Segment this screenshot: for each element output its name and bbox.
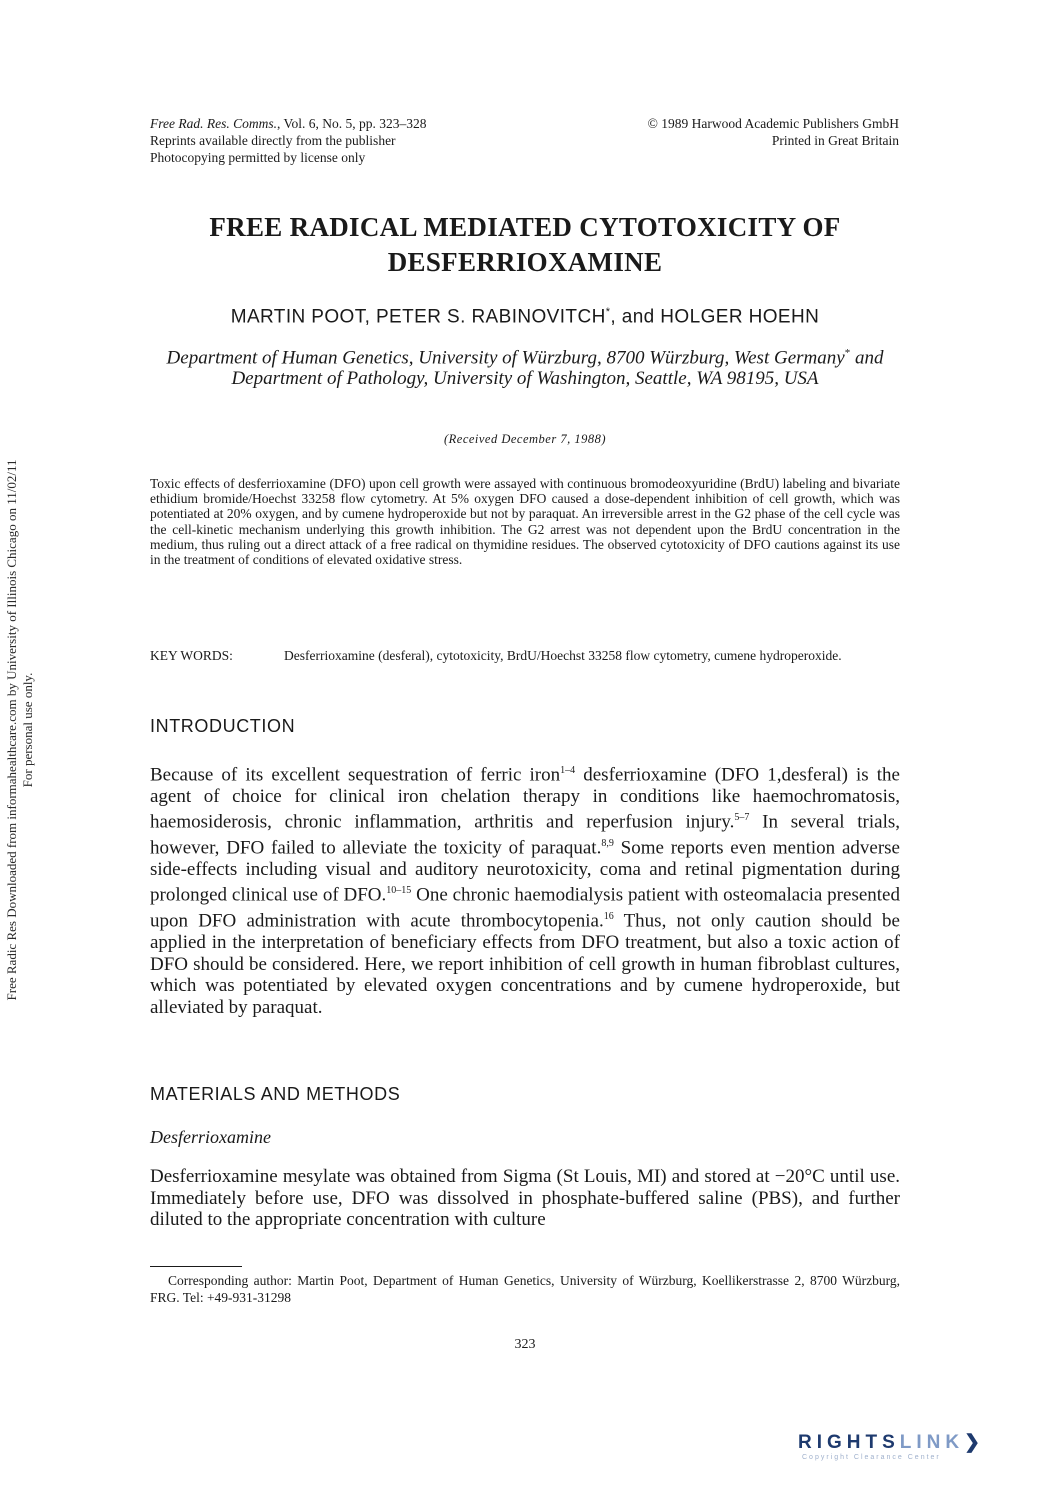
intro-text-2: desferrioxamine (DFO 1,desferal) is the agent of choice for clinical iron chelation therapy in conditions like haemochromatosis, haemosiderosis, chronic inflammation, arthritis and reperfusion injury. bbox=[150, 764, 900, 833]
page-number: 323 bbox=[514, 1337, 536, 1352]
volume-pages: , Vol. 6, No. 5, pp. 323–328 bbox=[276, 116, 427, 131]
rightslink-logo bbox=[798, 1431, 1030, 1467]
logo-tagline: Copyright Clearance Center bbox=[802, 1454, 941, 1461]
affiliation-part-a: Department of Human Genetics, University of Würzburg, 8700 Würzburg, West Germany bbox=[166, 347, 845, 369]
running-header-right bbox=[560, 115, 899, 149]
author-affiliation-mark: * bbox=[605, 306, 611, 318]
ref-superscript: 1–4 bbox=[560, 765, 576, 776]
title-line-1: FREE RADICAL MEDIATED CYTOTOXICITY OF bbox=[209, 212, 841, 242]
footnote-rule bbox=[150, 1266, 242, 1267]
affiliation-mark: * bbox=[844, 347, 851, 359]
ref-superscript: 16 bbox=[603, 911, 614, 923]
intro-text-4: Some reports even mention adverse side-effects including visual and auditory neurotoxicity, coma and retinal pigmentation during prolonged clinical use of DFO. bbox=[150, 837, 900, 906]
authors-part-a: MARTIN POOT, PETER S. RABINOVITCH bbox=[230, 306, 606, 328]
affiliation-part-b: and Department of Pathology, University of Washington, Seattle, WA 98195, USA bbox=[231, 347, 884, 390]
article-title bbox=[100, 210, 950, 280]
ref-superscript: 5–7 bbox=[734, 812, 750, 824]
ref-superscript: 8,9 bbox=[601, 838, 614, 850]
intro-text-1: Because of its excellent sequestration of ferric iron bbox=[150, 764, 561, 786]
download-watermark bbox=[4, 380, 36, 1080]
logo-part-link: LINK bbox=[899, 1432, 965, 1453]
logo-part-rights: RIGHTS bbox=[798, 1432, 900, 1453]
intro-text-6: Thus, not only caution should be applied in the interpretation of beneficiary effects from DFO treatment, but also a toxic action of DFO should be considered. Here, we report inhibition of cell growth in human fibroblast cultures, which was potentiated by elevated oxygen concentrations and by cumene hydroperoxide, but alleviated by paraquat. bbox=[150, 910, 900, 1018]
author-list bbox=[100, 306, 950, 328]
journal-name: Free Rad. Res. Comms. bbox=[150, 116, 277, 131]
title-line-2: DESFERRIOXAMINE bbox=[387, 247, 663, 277]
ref-superscript: 10–15 bbox=[386, 885, 412, 897]
printed-note: Printed in Great Britain bbox=[771, 133, 899, 148]
logo-wordmark bbox=[798, 1431, 1030, 1454]
journal-citation bbox=[150, 115, 570, 132]
methods-heading: MATERIALS AND METHODS bbox=[150, 1084, 401, 1104]
introduction-paragraph bbox=[150, 760, 900, 1018]
methods-subheading: Desferrioxamine bbox=[150, 1127, 271, 1147]
authors-part-b: , and HOLGER HOEHN bbox=[610, 306, 820, 328]
introduction-heading: INTRODUCTION bbox=[150, 716, 296, 736]
download-note-line-1: Free Radic Res Downloaded from informahealthcare.com by University of Illinois Chicago on 11/02/11 bbox=[4, 459, 19, 1001]
keywords-label: KEY WORDS: bbox=[150, 648, 233, 663]
footnote: Corresponding author: Martin Poot, Department of Human Genetics, University of Würzburg, Koellikerstrasse 2, 8700 Würzburg, FRG. Tel: +49-931-31298 bbox=[150, 1273, 900, 1305]
logo-arrow-icon: ❯ bbox=[964, 1432, 986, 1453]
running-header-left bbox=[150, 115, 570, 166]
photocopying-note: Photocopying permitted by license only bbox=[150, 150, 366, 165]
received-date: (Received December 7, 1988) bbox=[443, 432, 607, 446]
copyright-note: © 1989 Harwood Academic Publishers GmbH bbox=[647, 116, 899, 131]
reprints-note: Reprints available directly from the publisher bbox=[150, 133, 396, 148]
affiliation bbox=[160, 343, 890, 389]
methods-paragraph: Desferrioxamine mesylate was obtained from Sigma (St Louis, MI) and stored at −20°C until use. Immediately before use, DFO was dissolved in phosphate-buffered saline (PBS), and further diluted to the appropriate concentration with culture bbox=[150, 1166, 900, 1230]
intro-text-5: One chronic haemodialysis patient with osteomalacia presented upon DFO administration with acute thrombocytopenia. bbox=[150, 884, 900, 932]
keywords-text: Desferrioxamine (desferal), cytotoxicity, BrdU/Hoechst 33258 flow cytometry, cumene hydroperoxide. bbox=[284, 648, 842, 663]
abstract: Toxic effects of desferrioxamine (DFO) upon cell growth were assayed with continuous bromodeoxyuridine (BrdU) labeling and bivariate ethidium bromide/Hoechst 33258 flow cytometry. At 5% oxygen DFO caused a dose-dependent inhibition of cell growth, which was potentiated at 20% oxygen, and by cumene hydroperoxide but not by paraquat. An irreversible arrest in the G2 phase of the cell cycle was the cell-kinetic mechanism underlying this growth inhibition. The G2 arrest was not dependent upon the BrdU concentration in the medium, thus ruling out a direct attack of a free radical on thymidine residues. The observed cytotoxicity of DFO cautions against its use in the treatment of conditions of elevated oxidative stress. bbox=[150, 476, 900, 568]
download-note-line-2: For personal use only. bbox=[20, 672, 35, 788]
intro-text-3: In several trials, however, DFO failed to alleviate the toxicity of paraquat. bbox=[150, 811, 901, 859]
